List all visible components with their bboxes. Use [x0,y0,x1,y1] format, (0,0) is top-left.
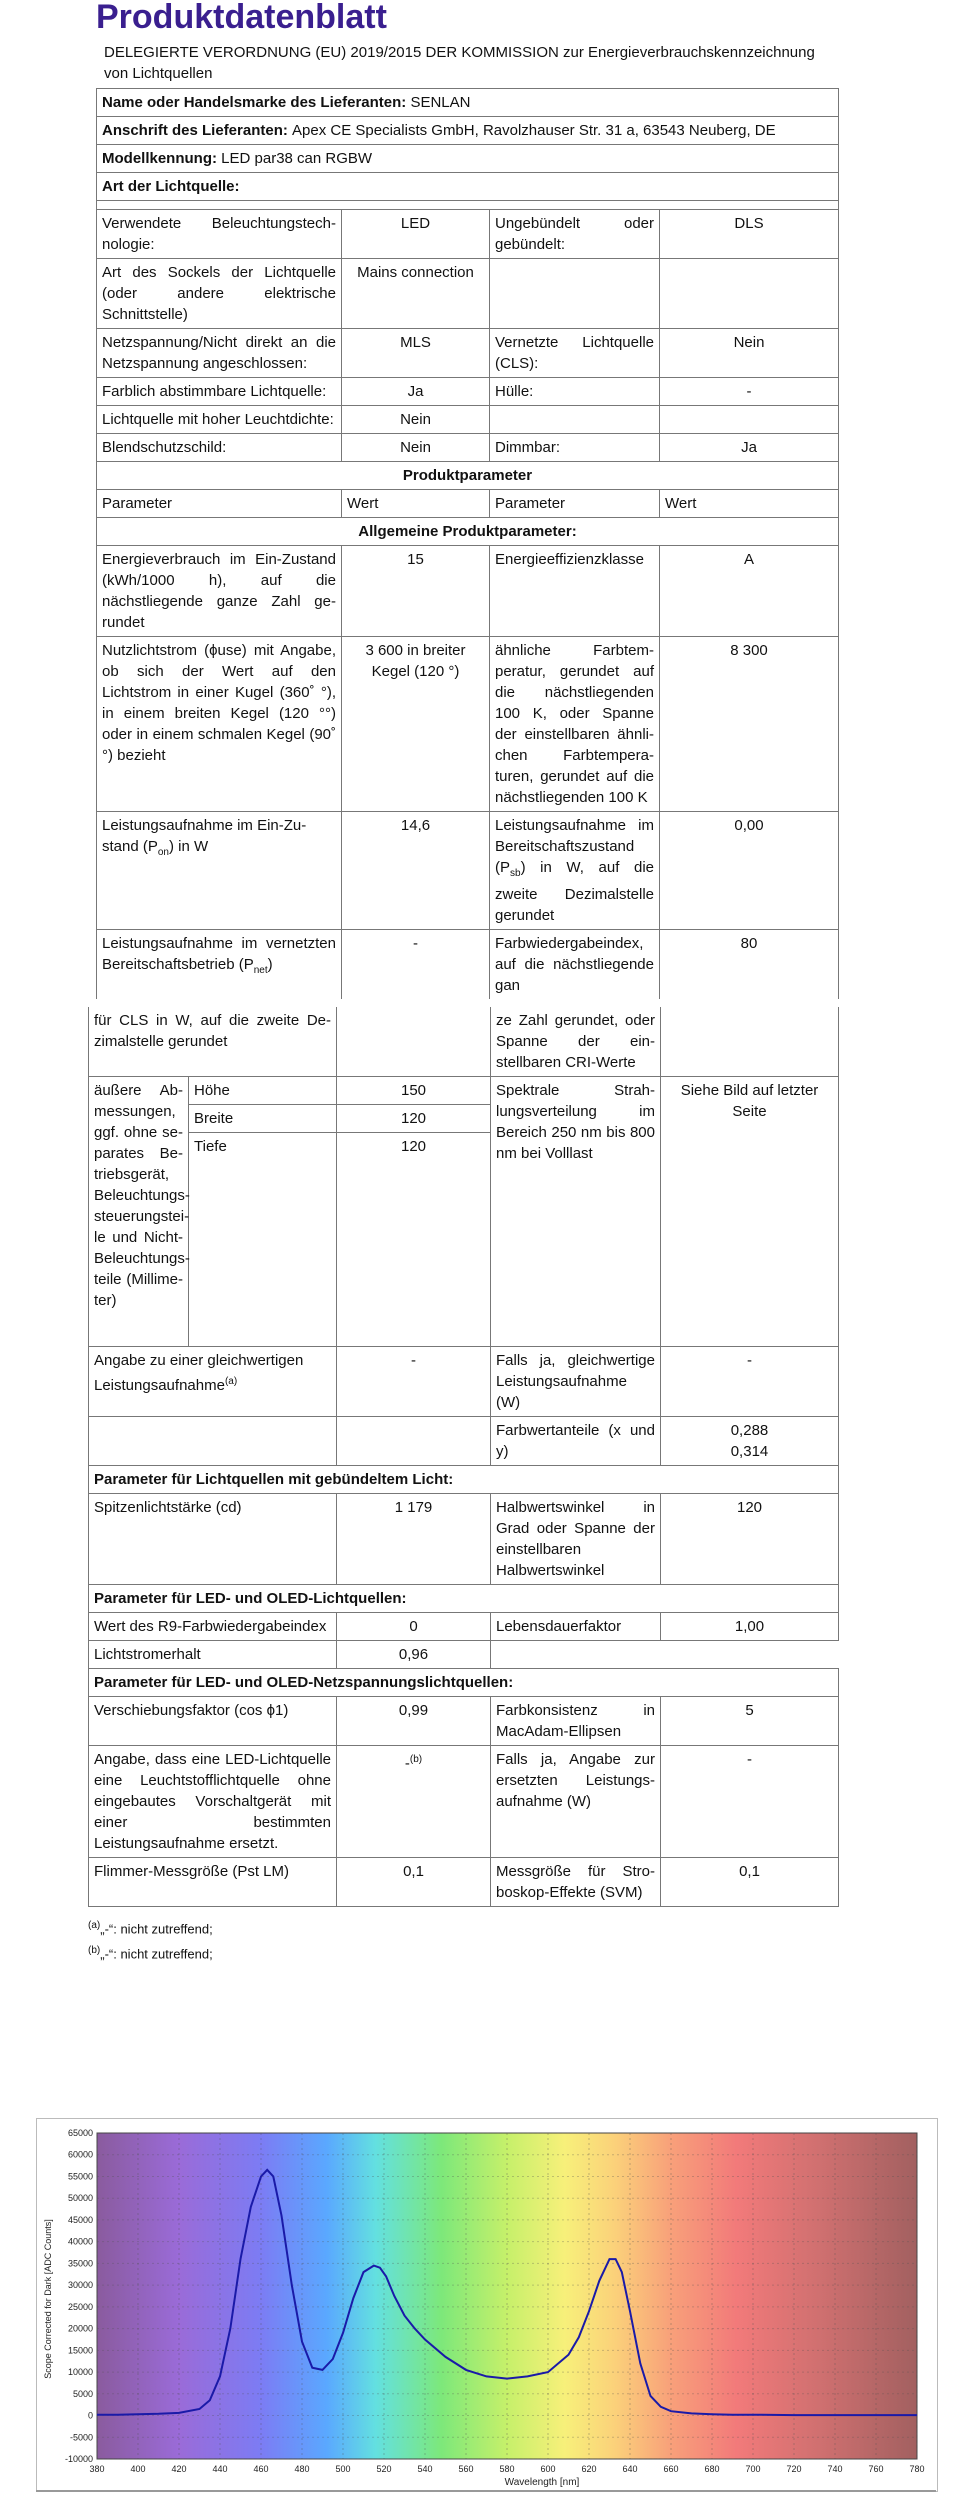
x-tick-label: 680 [704,2464,720,2474]
supplier-name-label: Name oder Handelsmarke des Lieferanten: [102,94,407,111]
dim-name: Höhe [189,1077,337,1105]
r9-label: Wert des R9-Farbwiedergabeindex [89,1613,337,1641]
spectrum-svg [37,2119,937,2491]
x-tick-label: 400 [130,2464,146,2474]
footnote-b-mark: (b) [88,1945,101,1957]
dim-value: 120 [337,1133,491,1347]
supplier-address: Apex CE Specialists GmbH, Ravolzhauser Str. 31 a, 63543 Neuberg, DE [292,122,776,139]
y-tick-label: 10000 [67,2367,93,2378]
beam-angle-value: 120 [661,1494,839,1585]
x-tick-label: 420 [171,2464,187,2474]
model-label: Modellkennung: [102,150,217,167]
cri-label: Farbwiedergabeindex, auf die nächstliegende gan [490,930,660,1000]
cct-label: ähnliche Farbtemperatur, gerundet auf die nächstliegenden 100 K, oder Spanne der einstellbaren ähnlichen Farbtemperaturen, gerundet auf die nächstliegenden 100 K [490,637,660,812]
type-value [660,406,839,434]
y-axis-label: Scope Corrected for Dark [ADC Counts] [43,2219,53,2379]
type-label: Art des Sockels der Lichtquelle (oder andere elektrische Schnittstelle) [97,259,342,329]
power-network-label-cont: für CLS in W, auf die zweite Dezimalstelle gerundet [89,1007,337,1077]
type-value: MLS [342,329,490,378]
type-row [97,378,839,406]
flicker-label: Flimmer-Messgröße (Pst LM) [89,1858,337,1907]
type-row [97,406,839,434]
dim-value: 150 [337,1077,491,1105]
equivalent-power-value: - [337,1347,491,1417]
type-label: Farblich abstimmbare Lichtquelle: [97,378,342,406]
peak-intensity-value: 1 179 [337,1494,491,1585]
supplier-name-row [97,89,839,117]
x-tick-label: 620 [581,2464,597,2474]
page-title: Produktdatenblatt [96,0,387,36]
cct-value: 8 300 [660,637,839,812]
power-standby-label [490,812,660,930]
flicker-value: 0,1 [337,1858,491,1907]
regulation-lead: DELEGIERTE VERORDNUNG (EU) 2019/2015 DER KOMMISSION zur Energieverbrauchskennzeichnung von Lichtquellen [104,44,815,82]
general-parameters-heading: Allgemeine Produktparameter: [97,518,839,546]
fluorescent-replacement-label: Angabe, dass eine LED-Lichtquelle eine Leuchtstofflichtquelle ohne eingebautes Vorschaltgerät mit einer bestimmten Leistungsaufnahme ersetzt. [89,1746,337,1858]
supplier-table [96,88,839,209]
type-value: LED [342,210,490,259]
y-tick-label: 15000 [67,2345,93,2356]
equivalent-power-label-text: Angabe zu einer gleichwertigen Leistungsaufnahme [94,1352,304,1394]
y-tick-label: 0 [87,2410,93,2421]
equivalent-power-label [89,1347,337,1417]
directional-heading: Parameter für Lichtquellen mit gebündeltem Licht: [89,1466,839,1494]
type-label: Lichtquelle mit hoher Leuchtdichte: [97,406,342,434]
spectrum-chart [36,2118,938,2492]
type-label: Vernetzte Lichtquelle (CLS): [490,329,660,378]
type-value: Nein [342,406,490,434]
footnote-a-mark: (a) [88,1920,101,1931]
color-consistency-value: 5 [661,1697,839,1746]
spectral-distribution-value: Siehe Bild auf letzter Seite [661,1077,839,1347]
y-tick-label: 20000 [67,2323,93,2334]
light-source-type-heading: Art der Lichtquelle: [97,173,839,201]
displacement-factor-label: Verschiebungsfaktor (cos ϕ1) [89,1697,337,1746]
power-on-label-text: Leistungsaufnahme im Ein-Zustand (P [102,817,307,855]
x-tick-label: 560 [458,2464,474,2474]
energy-class-label: Energieeffizienzklasse [490,546,660,637]
power-network-label [97,930,342,1000]
chromaticity-label: Farbwertanteile (x und y) [491,1417,661,1466]
luminous-flux-value: 3 600 in breiter Kegel (120 °) [342,637,490,812]
luminous-flux-label: Nutzlichtstrom (ϕuse) mit Angabe, ob sich der Wert auf den Lichtstrom in einer Kugel (360˚ °), in einem breiten Kegel (120 °°) oder in einem schmalen Kegel (90˚ °) bezieht [97,637,342,812]
survival-factor-value: 1,00 [661,1613,839,1641]
type-label: Netzspannung/Nicht direkt an die Netzspannung angeschlossen: [97,329,342,378]
x-tick-label: 460 [253,2464,269,2474]
x-tick-label: 740 [827,2464,843,2474]
y-tick-label: 50000 [67,2193,93,2204]
r9-value: 0 [337,1613,491,1641]
col-header-value: Wert [342,490,490,518]
type-label: Blendschutzschild: [97,434,342,462]
type-table [96,209,839,999]
type-label [490,259,660,329]
footnote-b-text: „-“: nicht zutreffend; [100,1946,213,1962]
x-tick-label: 720 [786,2464,802,2474]
survival-factor-label: Lebensdauerfaktor [491,1613,661,1641]
peak-intensity-label: Spitzenlichtstärke (cd) [89,1494,337,1585]
replaced-power-value: - [661,1746,839,1858]
type-value: Mains connection [342,259,490,329]
page-break [96,999,838,1007]
x-tick-label: 520 [376,2464,392,2474]
model-id: LED par38 can RGBW [221,150,373,167]
y-tick-label: 60000 [67,2149,93,2160]
led-heading: Parameter für LED- und OLED-Lichtquellen: [89,1585,839,1613]
y-tick-label: 35000 [67,2258,93,2269]
power-network-label-text: ) [267,956,273,973]
dim-value: 120 [337,1105,491,1133]
fluorescent-replacement-text: - [404,1755,410,1772]
energy-consumption-value: 15 [342,546,490,637]
beam-angle-label: Halbwertswinkel in Grad oder Spanne der einstellbaren Halbwertswinkel [491,1494,661,1585]
spectral-distribution-label: Spektrale Strahlungsverteilung im Bereich 250 nm bis 800 nm bei Volllast [491,1077,661,1347]
footnote-b [88,1940,838,1965]
col-header-parameter: Parameter [490,490,660,518]
plot-area [97,2133,917,2459]
x-tick-label: 580 [499,2464,515,2474]
x-tick-label: 380 [89,2464,105,2474]
model-row [97,145,839,173]
power-on-label [97,812,342,930]
col-header-parameter: Parameter [97,490,342,518]
x-tick-label: 500 [335,2464,351,2474]
type-row [97,259,839,329]
supplier-name: SENLAN [410,94,471,111]
chromaticity-x: 0,288 [730,1422,769,1439]
chart-baseline [36,2490,936,2492]
type-label [490,406,660,434]
x-tick-label: 480 [294,2464,310,2474]
dim-name: Breite [189,1105,337,1133]
x-tick-label: 440 [212,2464,228,2474]
y-tick-label: 5000 [72,2388,93,2399]
x-tick-label: 600 [540,2464,556,2474]
type-label: Dimmbar: [490,434,660,462]
footnote-a-text: „-“: nicht zutreffend; [100,1921,213,1937]
power-standby-sub: sb [510,868,521,879]
type-value: - [660,378,839,406]
displacement-factor-value: 0,99 [337,1697,491,1746]
y-tick-label: 45000 [67,2214,93,2225]
supplier-address-label: Anschrift des Lieferanten: [102,122,288,139]
type-label: Hülle: [490,378,660,406]
power-network-sub: net [253,965,268,976]
type-row [97,210,839,259]
energy-class-value: A [660,546,839,637]
x-tick-label: 640 [622,2464,638,2474]
equivalent-power-yes-value: - [661,1347,839,1417]
type-label: Ungebündelt oder gebündelt: [490,210,660,259]
power-standby-value: 0,00 [660,812,839,930]
x-axis-label: Wavelength [nm] [504,2477,580,2488]
power-on-value: 14,6 [342,812,490,930]
type-value: Nein [342,434,490,462]
y-tick-label: 30000 [67,2280,93,2291]
x-tick-label: 660 [663,2464,679,2474]
datasheet [88,0,838,1966]
x-tick-label: 780 [909,2464,925,2474]
led-mains-heading: Parameter für LED- und OLED-Netzspannungslichtquellen: [89,1669,839,1697]
type-value: Ja [342,378,490,406]
product-parameters-heading: Produktparameter [97,462,839,490]
type-value: Nein [660,329,839,378]
energy-consumption-label: Energieverbrauch im Ein-Zustand (kWh/1000 h), auf die nächstliegende ganze Zahl gerundet [97,546,342,637]
power-on-sub: on [157,847,169,858]
chromaticity-y: 0,314 [730,1443,769,1460]
dim-name: Tiefe [189,1133,337,1347]
stroboscopic-label: Messgröße für Stroboskop-Effekte (SVM) [491,1858,661,1907]
type-value [660,259,839,329]
color-consistency-label: Farbkonsistenz in MacAdam-Ellipsen [491,1697,661,1746]
lumen-maintenance-value: 0,96 [337,1641,491,1669]
y-tick-label: -5000 [69,2432,93,2443]
x-tick-label: 700 [745,2464,761,2474]
power-standby-label-text: ) in W, auf die zweite Dezimalstelle gerundet [495,859,654,924]
chromaticity-value [661,1417,839,1466]
footnote-ref-a: (a) [224,1376,238,1387]
dimensions-label: äußere Abmessungen, ggf. ohne separates Betriebsgerät, Beleuchtungssteuerungsteile und Nicht-Beleuchtungsteile (Millimeter) [89,1077,189,1347]
power-network-label-text: Leistungsaufnahme im vernetzten Bereitschaftsbetrieb (P [102,935,336,973]
replaced-power-label: Falls ja, Angabe zur ersetzten Leistungsaufnahme (W) [491,1746,661,1858]
footnotes [88,1915,838,1966]
supplier-address-row [97,117,839,145]
col-header-value: Wert [660,490,839,518]
y-tick-label: 65000 [67,2128,93,2138]
y-tick-label: 25000 [67,2301,93,2312]
lumen-maintenance-label: Lichtstromerhalt [89,1641,337,1669]
cri-value: 80 [660,930,839,1000]
fluorescent-replacement-value [337,1746,491,1858]
y-tick-label: 40000 [67,2236,93,2247]
power-on-label-text: ) in W [169,838,209,855]
x-tick-label: 760 [868,2464,884,2474]
type-row [97,329,839,378]
power-network-value: - [342,930,490,1000]
type-label: Verwendete Beleuchtungstechnologie: [97,210,342,259]
type-value: DLS [660,210,839,259]
cri-label-cont: ze Zahl gerundet, oder Spanne der einstellbaren CRI-Werte [491,1007,661,1077]
parameters-table-continued [88,1007,839,1907]
type-row [97,434,839,462]
stroboscopic-value: 0,1 [661,1858,839,1907]
y-tick-label: -10000 [64,2454,93,2464]
footnote-a [88,1915,838,1940]
power-standby-label-text: Leistungsaufnahme im Bereitschaftszustand (P [495,817,654,876]
footnote-ref-b: (b) [409,1754,423,1765]
y-tick-label: 55000 [67,2171,93,2182]
x-tick-label: 540 [417,2464,433,2474]
equivalent-power-yes-label: Falls ja, gleichwertige Leistungsaufnahme (W) [491,1347,661,1417]
type-value: Ja [660,434,839,462]
